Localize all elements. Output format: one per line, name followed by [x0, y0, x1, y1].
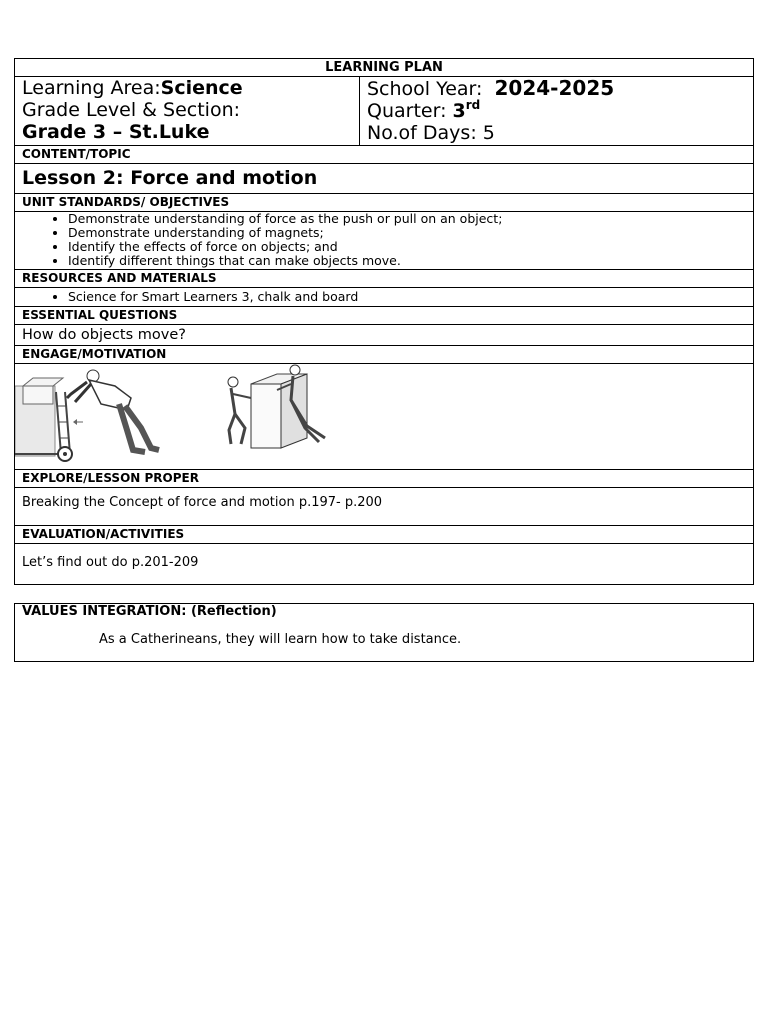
- learning-area-line: [22, 77, 359, 99]
- days-label: No.of Days:: [367, 122, 477, 144]
- lesson-title: Lesson 2: Force and motion: [14, 164, 754, 194]
- grade-label: Grade Level & Section:: [22, 99, 241, 121]
- learning-area-label: Learning Area:: [22, 77, 161, 99]
- push-pull-illustration: [15, 364, 753, 470]
- values-heading: VALUES INTEGRATION: (Reflection): [22, 604, 277, 619]
- evaluation-heading: EVALUATION/ACTIVITIES: [14, 526, 754, 544]
- school-year-line: [367, 77, 753, 100]
- learning-plan-sheet: [14, 58, 754, 585]
- essential-question: How do objects move?: [14, 325, 754, 346]
- essential-questions-heading: ESSENTIAL QUESTIONS: [14, 307, 754, 325]
- explore-text: Breaking the Concept of force and motion p.197- p.200: [14, 488, 754, 526]
- engage-illustrations: [14, 364, 754, 470]
- plan-meta: [14, 77, 754, 146]
- quarter-line: [367, 100, 753, 122]
- meta-right-cell: [360, 77, 753, 145]
- content-topic-heading: CONTENT/TOPIC: [14, 146, 754, 164]
- resource-item: • Science for Smart Learners 3, chalk and board: [68, 290, 753, 304]
- days-line: [367, 122, 753, 144]
- hand-truck-illustration: [15, 364, 165, 468]
- quarter-suffix: rd: [465, 98, 481, 112]
- plan-title: LEARNING PLAN: [14, 58, 754, 77]
- explore-heading: EXPLORE/LESSON PROPER: [14, 470, 754, 488]
- objectives-list: [14, 212, 754, 270]
- meta-left-cell: [15, 77, 360, 145]
- values-integration: [14, 603, 754, 662]
- school-year-value: 2024-2025: [494, 76, 615, 100]
- resources-list: [14, 288, 754, 307]
- objective-item: • Identify the effects of force on objects; and: [68, 240, 753, 254]
- grade-value: Grade 3 – St.Luke: [22, 121, 210, 143]
- learning-area-value: Science: [160, 77, 243, 99]
- evaluation-text: Let’s find out do p.201-209: [14, 544, 754, 585]
- objective-item: • Identify different things that can make objects move.: [68, 254, 753, 268]
- resources-heading: RESOURCES AND MATERIALS: [14, 270, 754, 288]
- objective-item: • Demonstrate understanding of magnets;: [68, 226, 753, 240]
- school-year-label: School Year:: [367, 78, 483, 100]
- values-text: As a Catherineans, they will learn how to take distance.: [99, 632, 462, 647]
- objectives-heading: UNIT STANDARDS/ OBJECTIVES: [14, 194, 754, 212]
- objective-item: • Demonstrate understanding of force as the push or pull on an object;: [68, 212, 753, 226]
- box-push-illustration: [215, 364, 333, 454]
- days-value: 5: [482, 122, 495, 144]
- quarter-value: 3: [452, 100, 466, 122]
- quarter-label: Quarter:: [367, 100, 447, 122]
- engage-heading: ENGAGE/MOTIVATION: [14, 346, 754, 364]
